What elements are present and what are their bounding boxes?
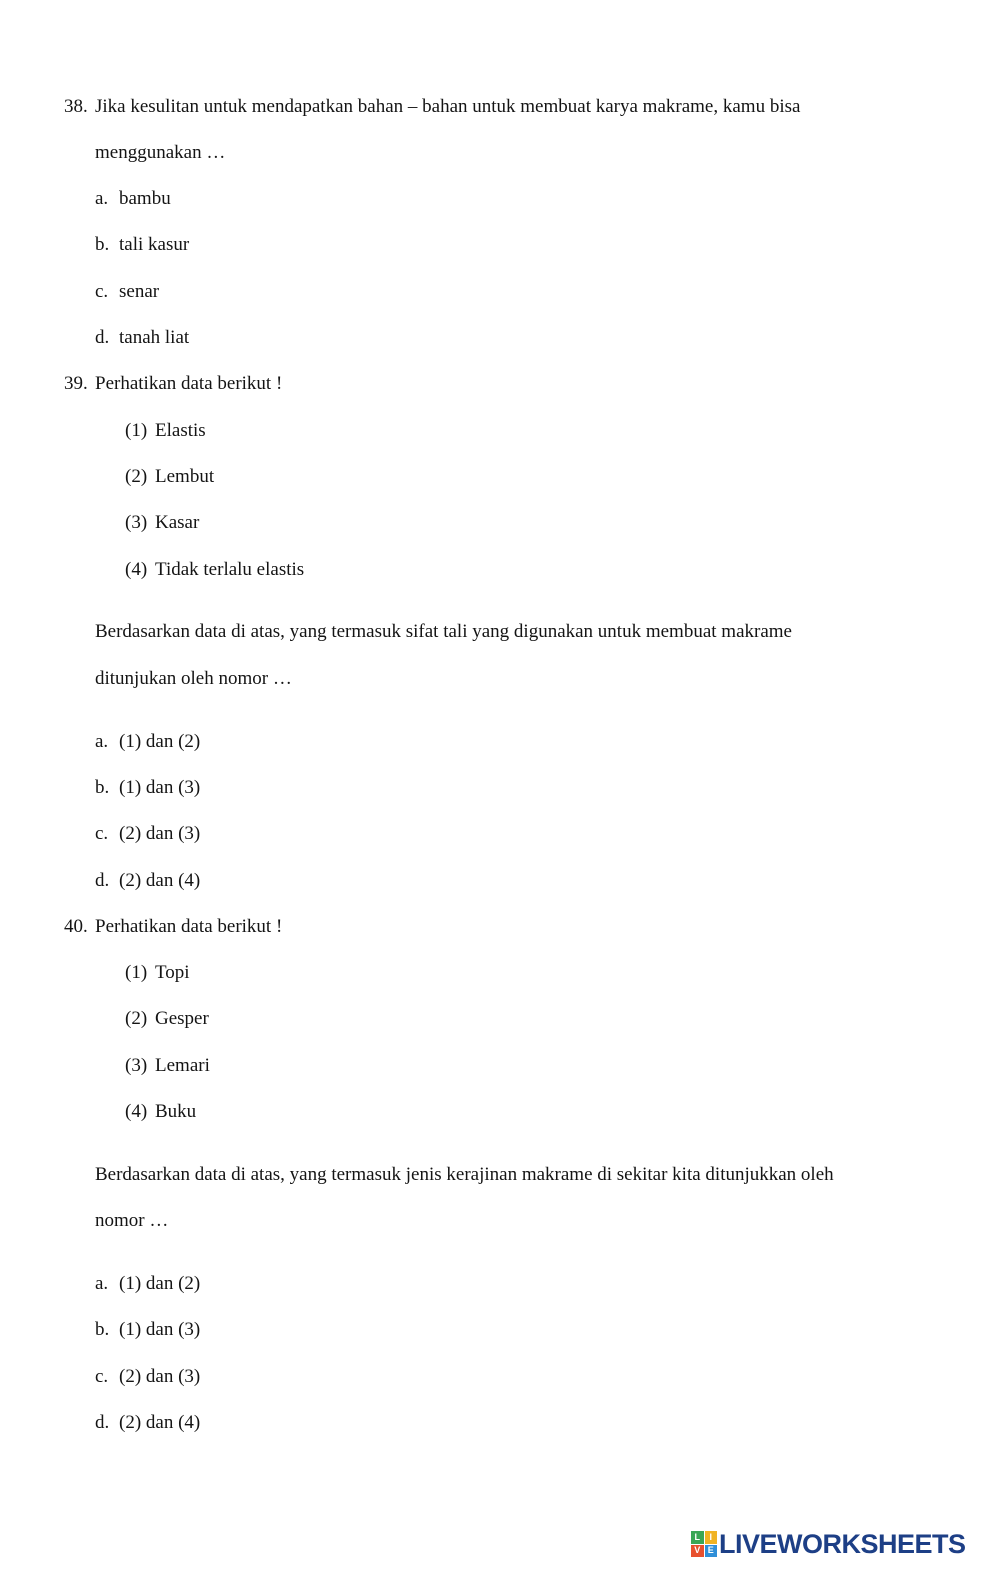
question-number: 38. (64, 96, 88, 117)
question-number: 40. (64, 916, 88, 937)
option-text: (2) dan (3) (119, 823, 201, 844)
liveworksheets-logo (691, 1529, 966, 1559)
option-text: (1) dan (2) (119, 1273, 201, 1294)
followup-line: nomor … (95, 1210, 169, 1231)
option-text: bambu (119, 188, 171, 209)
liveworksheets-logo-icon (691, 1531, 717, 1557)
option-text: tali kasur (119, 234, 190, 255)
option-letter: b. (95, 777, 110, 798)
logo-tile: V (691, 1545, 704, 1558)
logo-tile: E (705, 1545, 718, 1558)
option-letter: a. (95, 1273, 109, 1294)
question-stem-line: menggunakan … (95, 142, 226, 163)
data-item-number: (2) (125, 1008, 148, 1029)
option-letter: d. (95, 1412, 110, 1433)
data-item-number: (4) (125, 559, 148, 580)
data-item-text: Gesper (155, 1008, 209, 1029)
option-letter: a. (95, 188, 109, 209)
option-letter: c. (95, 823, 109, 844)
option-letter: b. (95, 234, 110, 255)
data-item-number: (1) (125, 962, 148, 983)
data-item-text: Kasar (155, 512, 200, 533)
data-item-number: (1) (125, 420, 148, 441)
question-stem-line: Jika kesulitan untuk mendapatkan bahan – bahan untuk membuat karya makrame, kamu bisa (95, 96, 801, 117)
option-text: (2) dan (3) (119, 1366, 201, 1387)
option-letter: c. (95, 1366, 109, 1387)
data-item-number: (3) (125, 512, 148, 533)
question-number: 39. (64, 373, 88, 394)
question-stem-line: Perhatikan data berikut ! (95, 916, 283, 937)
option-text: (1) dan (3) (119, 777, 201, 798)
followup-line: Berdasarkan data di atas, yang termasuk sifat tali yang digunakan untuk membuat makrame (95, 621, 792, 642)
data-item-text: Lembut (155, 466, 215, 487)
option-text: (1) dan (2) (119, 731, 201, 752)
option-letter: a. (95, 731, 109, 752)
option-letter: d. (95, 327, 110, 348)
option-text: tanah liat (119, 327, 190, 348)
liveworksheets-logo-text: LIVEWORKSHEETS (719, 1529, 966, 1559)
option-text: (1) dan (3) (119, 1319, 201, 1340)
data-item-text: Topi (155, 962, 190, 983)
followup-line: ditunjukan oleh nomor … (95, 668, 292, 689)
data-item-text: Lemari (155, 1055, 210, 1076)
logo-tile: L (691, 1531, 704, 1544)
data-item-text: Tidak terlalu elastis (155, 559, 305, 580)
data-item-text: Elastis (155, 420, 206, 441)
data-item-number: (2) (125, 466, 148, 487)
option-letter: b. (95, 1319, 110, 1340)
option-text: (2) dan (4) (119, 1412, 201, 1433)
option-text: (2) dan (4) (119, 870, 201, 891)
option-letter: d. (95, 870, 110, 891)
data-item-number: (4) (125, 1101, 148, 1122)
data-item-text: Buku (155, 1101, 197, 1122)
option-text: senar (119, 281, 160, 302)
logo-tile: I (705, 1531, 718, 1544)
data-item-number: (3) (125, 1055, 148, 1076)
followup-line: Berdasarkan data di atas, yang termasuk jenis kerajinan makrame di sekitar kita ditunjukkan oleh (95, 1164, 834, 1185)
option-letter: c. (95, 281, 109, 302)
question-stem-line: Perhatikan data berikut ! (95, 373, 283, 394)
